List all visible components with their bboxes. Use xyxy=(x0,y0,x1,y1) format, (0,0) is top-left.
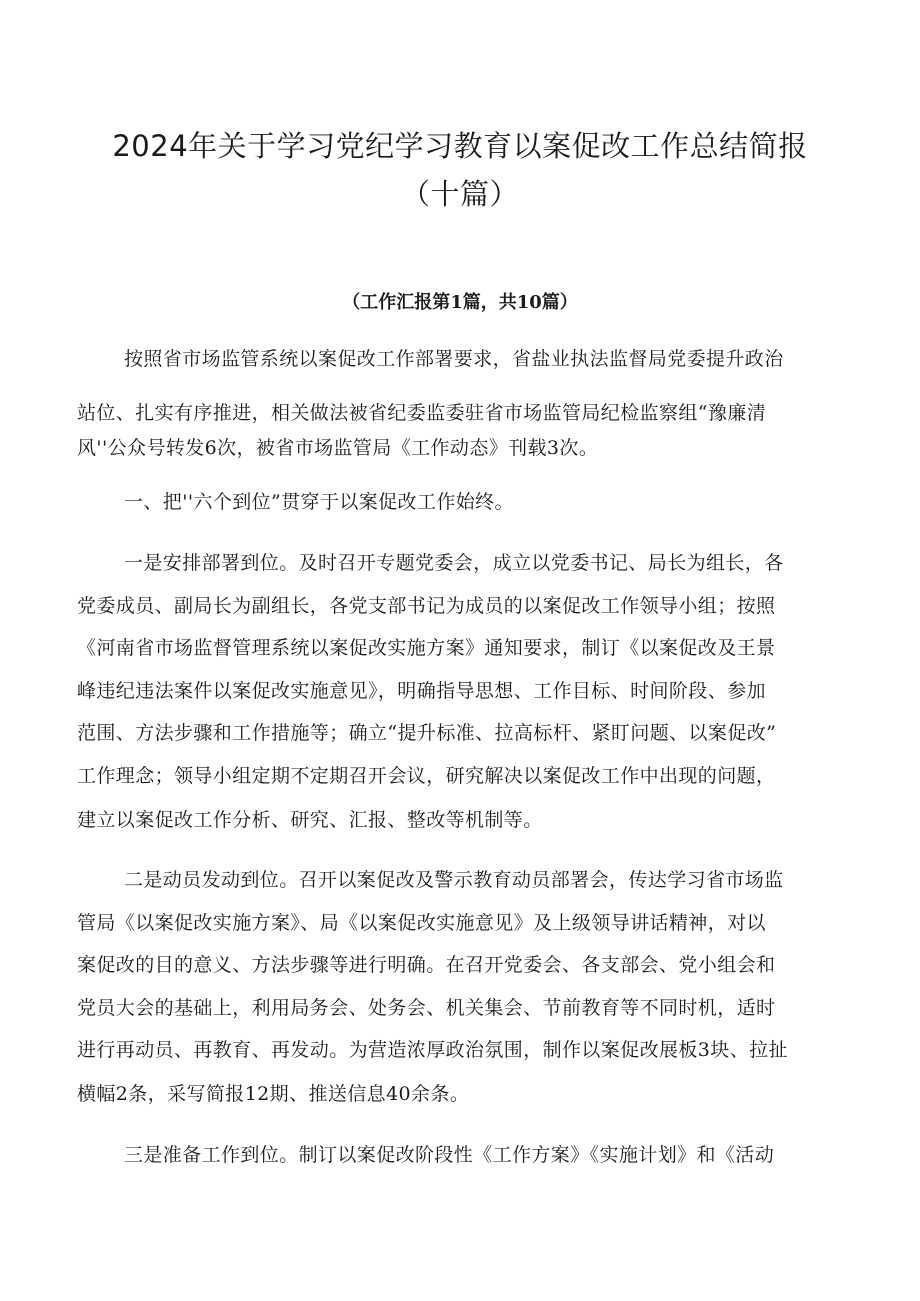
paragraph-1-line-3: 风''公众号转发6次，被省市场监管局《工作动态》刊载3次。 xyxy=(77,437,599,459)
section-heading-1: 一、把''六个到位”贯穿于以案促改工作始终。 xyxy=(124,491,514,513)
paragraph-3-line-6: 工作理念；领导小组定期不定期召开会议，研究解决以案促改工作中出现的问题， xyxy=(77,765,776,787)
paragraph-3-line-5: 范围、方法步骤和工作措施等；确立“提升标准、拉高标杆、紧盯问题、以案促改” xyxy=(77,722,777,744)
paragraph-3-line-4: 峰违纪违法案件以案促改实施意见》，明确指导思想、工作目标、时间阶段、参加 xyxy=(77,680,766,702)
document-title-line-1: 2024年关于学习党纪学习教育以案促改工作总结简报 xyxy=(112,129,808,163)
paragraph-3-line-7: 建立以案促改工作分析、研究、汇报、整改等机制等。 xyxy=(77,809,543,831)
paragraph-4-line-4: 党员大会的基础上，利用局务会、处务会、机关集会、节前教育等不同时机，适时 xyxy=(77,997,776,1019)
paragraph-1-line-2: 站位、扎实有序推进，相关做法被省纪委监委驻省市场监管局纪检监察组“豫廉清 xyxy=(77,402,767,424)
paragraph-3-line-1: 一是安排部署到位。及时召开专题党委会，成立以党委书记、局长为组长，各 xyxy=(124,552,784,574)
document-subtitle: （工作汇报第1篇，共10篇） xyxy=(342,292,578,313)
paragraph-4-line-3: 案促改的目的意义、方法步骤等进行明确。在召开党委会、各支部会、党小组会和 xyxy=(77,954,776,976)
paragraph-4-line-5: 进行再动员、再教育、再发动。为营造浓厚政治氛围，制作以案促改展板3块、拉扯 xyxy=(77,1039,788,1061)
paragraph-4-line-2: 管局《以案促改实施方案》、局《以案促改实施意见》及上级领导讲话精神，对以 xyxy=(77,912,766,934)
paragraph-3-line-2: 党委成员、副局长为副组长，各党支部书记为成员的以案促改工作领导小组；按照 xyxy=(77,595,776,617)
paragraph-1-line-1: 按照省市场监管系统以案促改工作部署要求，省盐业执法监督局党委提升政治 xyxy=(124,348,784,370)
paragraph-5-line-1: 三是准备工作到位。制订以案促改阶段性《工作方案》《实施计划》和《活动 xyxy=(124,1144,775,1166)
document-title-line-2: （十篇） xyxy=(400,177,519,211)
paragraph-4-line-6: 横幅2条，采写简报12期、推送信息40余条。 xyxy=(77,1083,470,1105)
paragraph-3-line-3: 《河南省市场监督管理系统以案促改实施方案》通知要求，制订《以案促改及王景 xyxy=(77,637,776,659)
paragraph-4-line-1: 二是动员发动到位。召开以案促改及警示教育动员部署会，传达学习省市场监 xyxy=(124,869,784,891)
